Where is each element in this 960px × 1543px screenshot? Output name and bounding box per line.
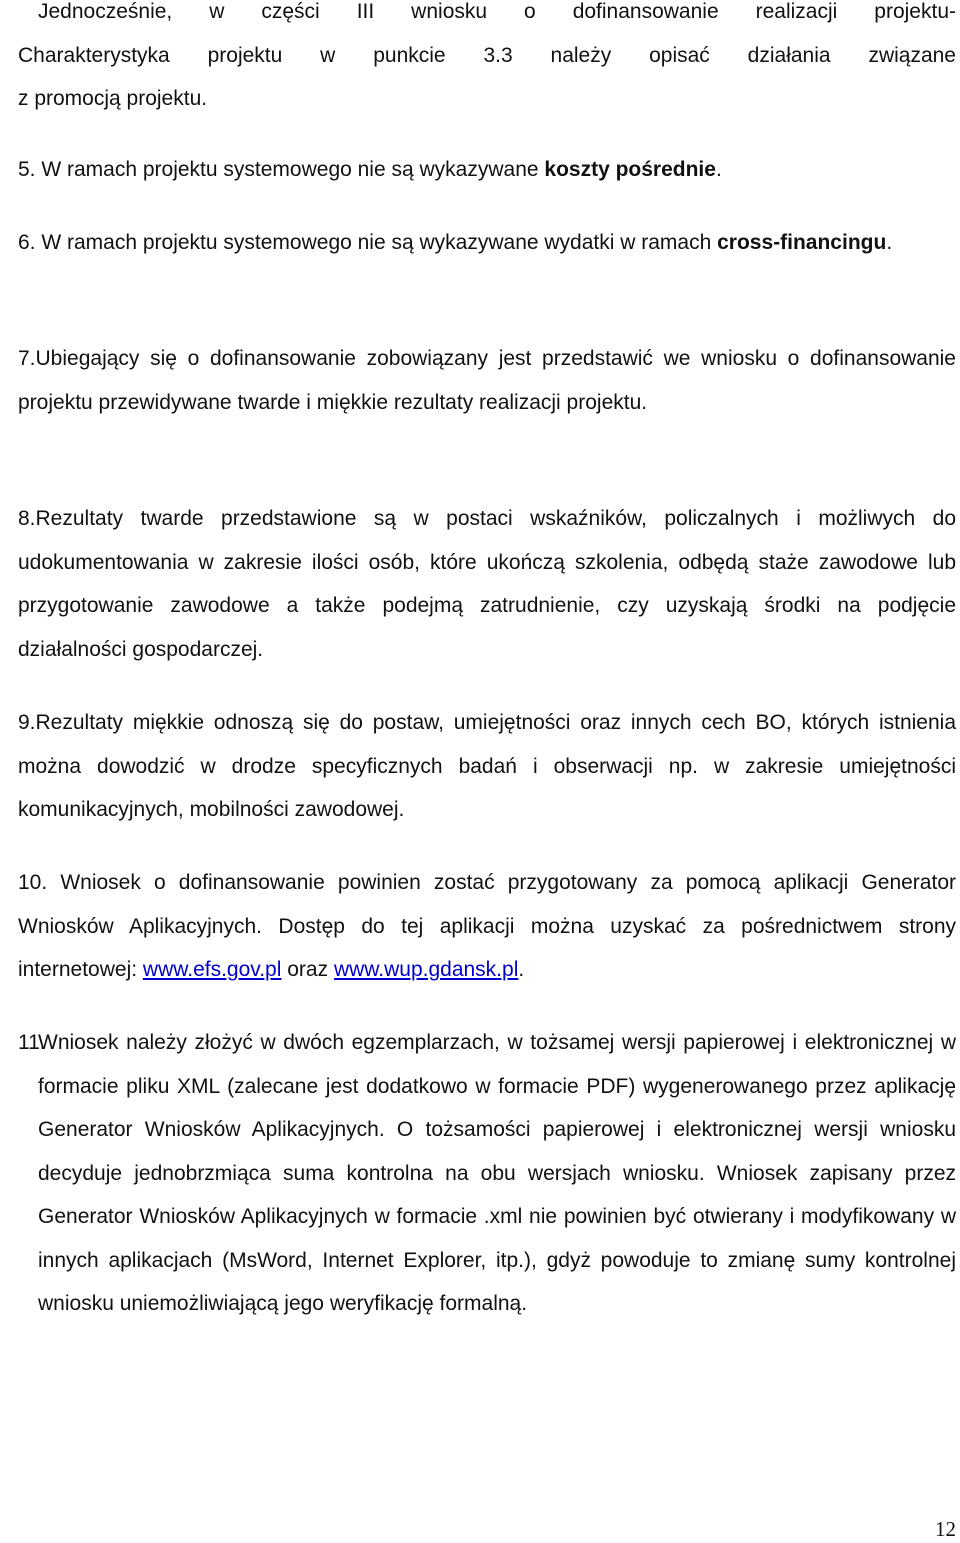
intro-paragraph xyxy=(18,0,956,121)
item-9-number: 9. xyxy=(18,711,36,734)
item-5-number: 5. xyxy=(18,158,36,181)
item-9-text: Rezultaty miękkie odnoszą się do postaw, umiejętności oraz innych cech BO, których istnienia można dowodzić w drodze specyficznych badań i obserwacji np. w zakresie umiejętności komunikacyjnych, mobilności zawodowej. xyxy=(18,711,956,821)
item-7-number: 7. xyxy=(18,347,36,370)
list-item-8 xyxy=(18,497,956,671)
item-5-text: W ramach projektu systemowego nie są wykazywane xyxy=(35,158,545,181)
intro-line-2: Charakterystyka projektu w punkcie 3.3 należy opisać działania związane xyxy=(18,43,956,67)
efs-link[interactable]: www.efs.gov.pl xyxy=(142,958,282,981)
list-item-9 xyxy=(18,701,956,832)
page-number: 12 xyxy=(935,1517,956,1541)
item-6-number: 6. xyxy=(18,231,36,254)
item-6-bold: cross-financingu xyxy=(717,231,887,254)
item-11-text: Wniosek należy złożyć w dwóch egzemplarzach, w tożsamej wersji papierowej i elektronicznej w formacie pliku XML (zalecane jest dodatkowo w formacie PDF) wygenerowanego przez aplikację Generator Wniosków Aplikacyjnych. O tożsamości papierowej i elektronicznej wersji wniosku decyduje jednobrzmiąca suma kontrolna na obu wersjach wniosku. Wniosek zapisany przez Generator Wniosków Aplikacyjnych w formacie .xml nie powinien być otwierany i modyfikowany w innych aplikacjach (MsWord, Internet Explorer, itp.), gdyż powoduje to zmianę sumy kontrolnej wniosku uniemożliwiającą jego weryfikację formalną. xyxy=(38,1031,956,1315)
item-10-text: Wniosek o dofinansowanie powinien zostać przygotowany za pomocą aplikacji Generator Wniosków Aplikacyjnych. Dostęp do tej aplikacji można uzyskać za pośrednictwem strony internetowej: xyxy=(18,871,956,981)
item-8-text: Rezultaty twarde przedstawione są w postaci wskaźników, policzalnych i możliwych do udokumentowania w zakresie ilości osób, które ukończą szkolenia, odbędą staże zawodowe lub przygotowanie zawodowe a także podejmą zatrudnienie, czy uzyskają środki na podjęcie działalności gospodarczej. xyxy=(18,507,956,661)
intro-line-1: Jednocześnie, w części III wniosku o dofinansowanie realizacji projektu- xyxy=(38,0,956,23)
item-11-number: 11. xyxy=(18,1031,46,1054)
item-10-tail: . xyxy=(518,958,525,981)
list-item-5 xyxy=(18,148,956,192)
item-6-tail: . xyxy=(886,231,893,254)
list-item-7 xyxy=(18,337,956,424)
list-item-6 xyxy=(18,221,956,265)
intro-line-3: z promocją projektu. xyxy=(18,87,208,110)
item-7-text: Ubiegający się o dofinansowanie zobowiązany jest przedstawić we wniosku o dofinansowanie projektu przewidywane twarde i miękkie rezultaty realizacji projektu. xyxy=(18,347,956,414)
item-8-number: 8. xyxy=(18,507,36,530)
wup-gdansk-link[interactable]: www.wup.gdansk.pl xyxy=(333,958,519,981)
item-10-middle: oraz xyxy=(281,958,334,981)
item-10-number: 10. xyxy=(18,871,48,894)
item-5-tail: . xyxy=(715,158,722,181)
list-item-10 xyxy=(18,861,956,992)
item-5-bold: koszty pośrednie xyxy=(544,158,716,181)
item-6-text: W ramach projektu systemowego nie są wykazywane wydatki w ramach xyxy=(35,231,718,254)
